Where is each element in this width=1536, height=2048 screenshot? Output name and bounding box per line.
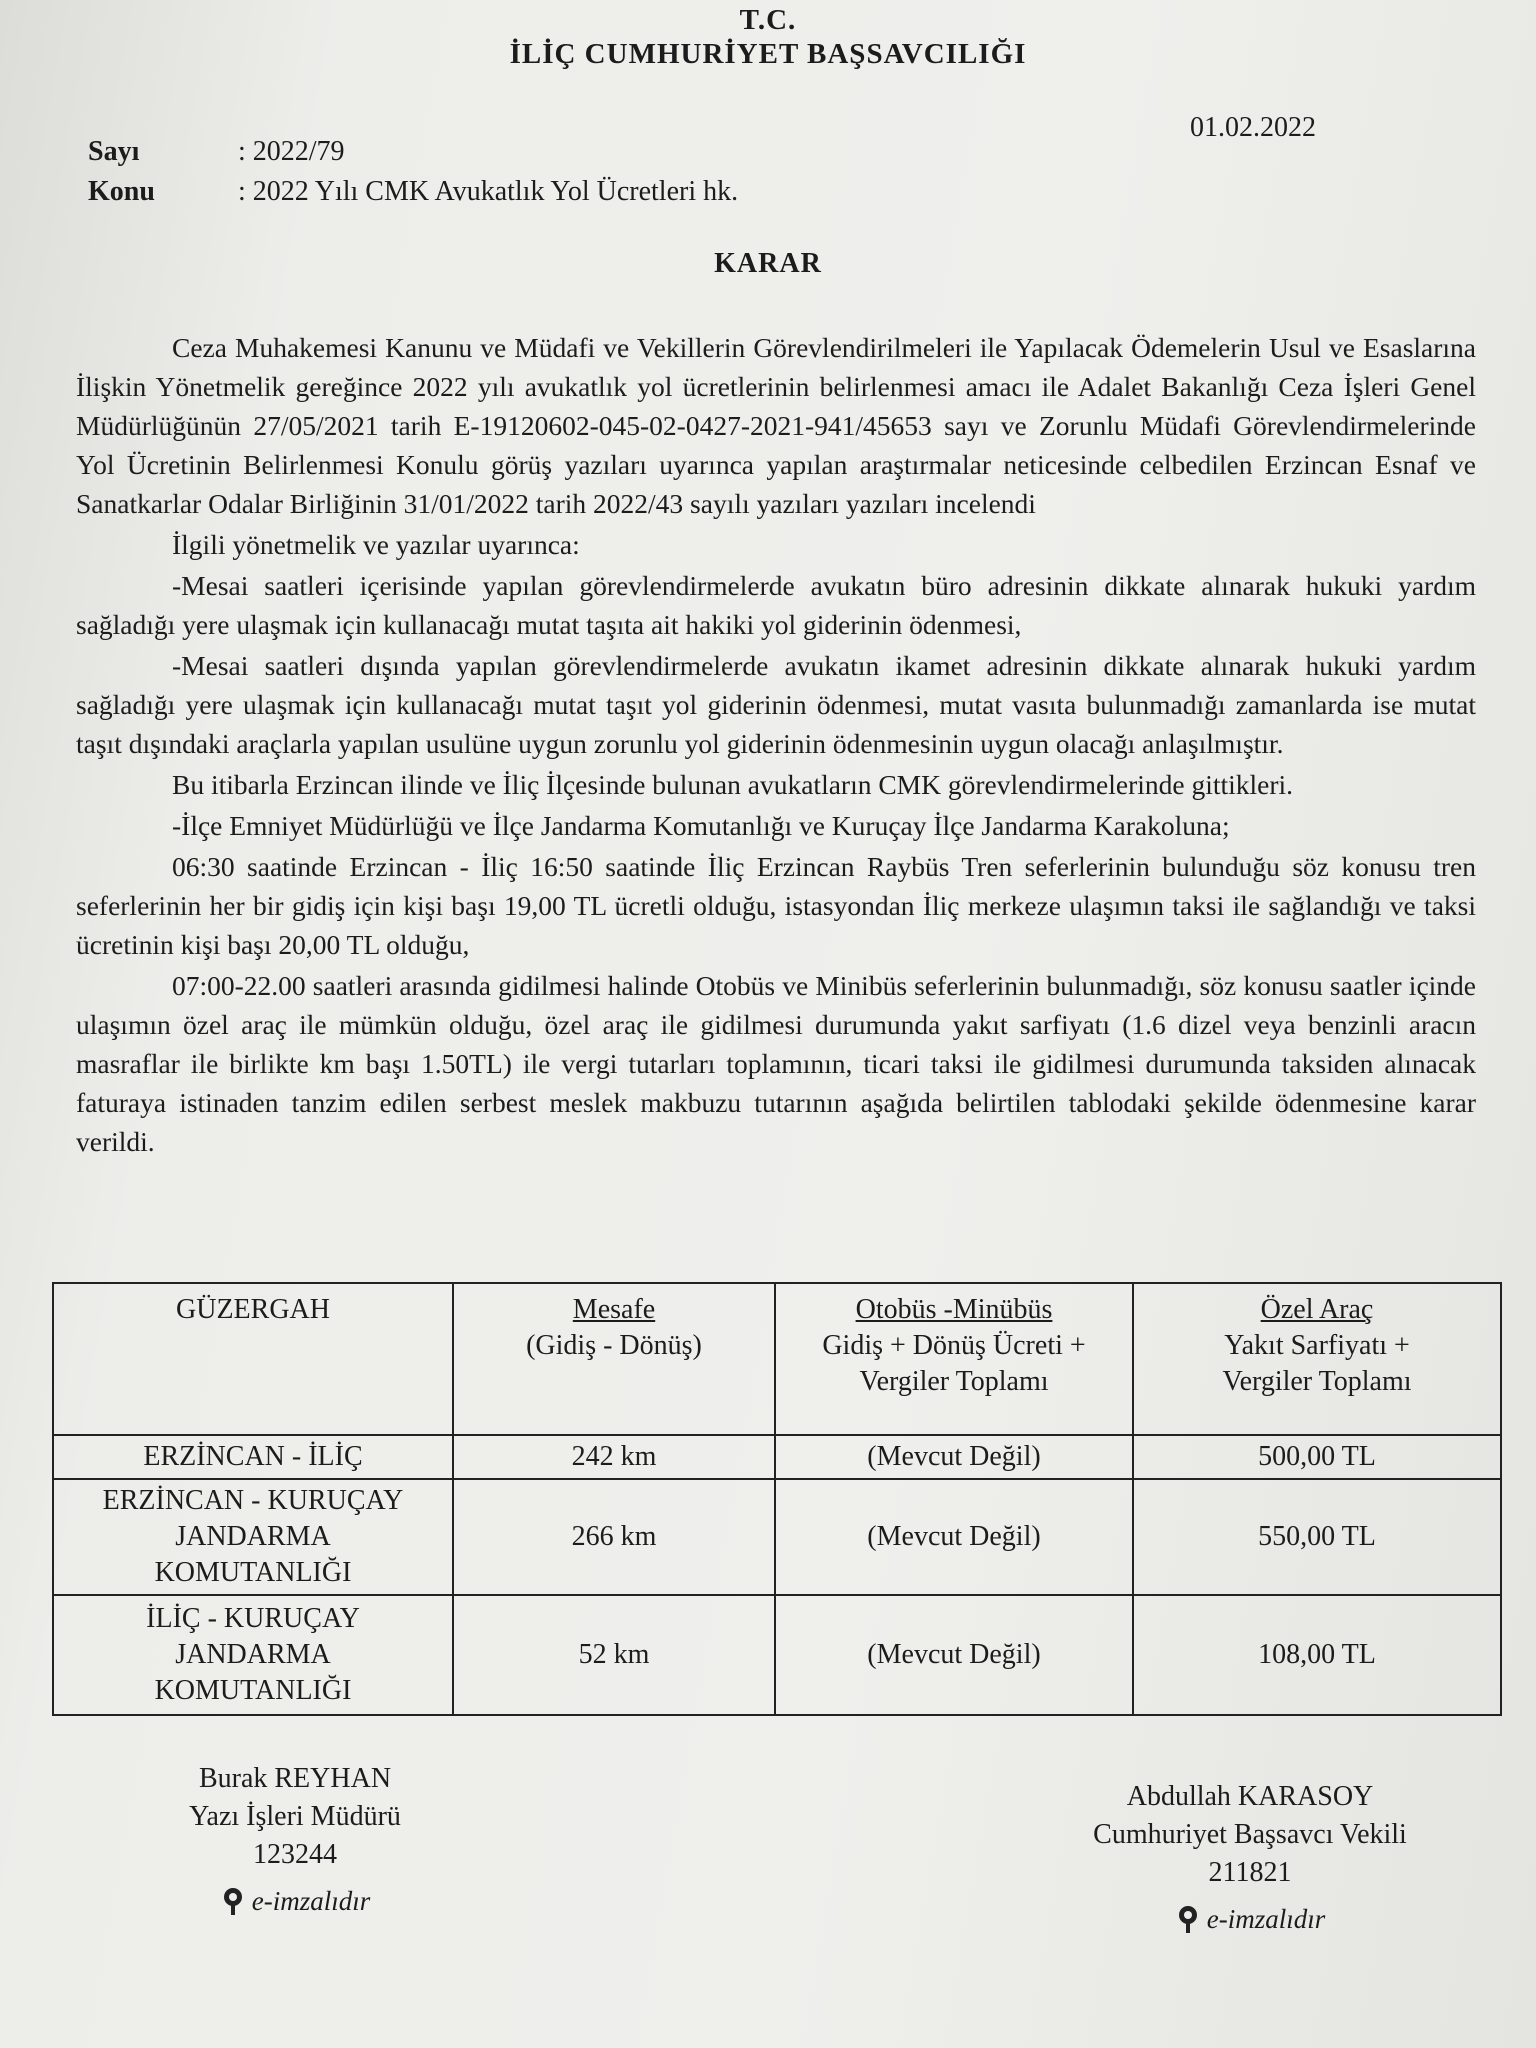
signature-left — [150, 1760, 440, 1920]
paragraph-5: Bu itibarla Erzincan ilinde ve İliç İlçesinde bulunan avukatların CMK görevlendirmelerinde gittikleri. — [172, 769, 1294, 800]
meta-konu — [88, 176, 738, 208]
paragraph-1: Ceza Muhakemesi Kanunu ve Müdafi ve Vekillerin Görevlendirilmeleri ile Yapılacak Ödemelerin Usul ve Esaslarına İlişkin Yönetmelik gereğince 2022 yılı avukatlık yol ücretlerinin belirlenmesi amacı ile Adalet Bakanlığı Ceza İşleri Genel Müdürlüğünün 27/05/2021 tarih E-19120602-045-02-0427-2021-941/45653 sayı ve Zorunlu Müdafi Görevlendirmelerinde Yol Ücretinin Belirlenmesi Konulu görüş yazıları uyarınca yapılan araştırmalar neticesinde celbedilen Erzincan Esnaf ve Sanatkarlar Odalar Birliğinin 31/01/2022 tarih 2022/43 sayılı yazıları yazıları incelendi — [76, 332, 1476, 519]
esign-text: e-imzalıdır — [251, 1886, 371, 1916]
route-cell: ERZİNCAN - İLİÇ — [53, 1435, 453, 1479]
car-cell: 500,00 TL — [1133, 1435, 1501, 1479]
paragraph-6: -İlçe Emniyet Müdürlüğü ve İlçe Jandarma Komutanlığı ve Kuruçay İlçe Jandarma Karakoluna; — [172, 810, 1230, 841]
table-row — [53, 1435, 1501, 1479]
esign-text: e-imzalıdır — [1206, 1904, 1326, 1934]
bus-cell: (Mevcut Değil) — [775, 1435, 1133, 1479]
document-date: 01.02.2022 — [1190, 112, 1316, 143]
header-distance: Mesafe (Gidiş - Dönüş) — [453, 1283, 775, 1435]
paragraph-4: -Mesai saatleri dışında yapılan görevlendirmelerde avukatın ikamet adresinin dikkate alınarak hukuki yardım sağladığı yere ulaşmak için kullanacağı mutat taşıt yol giderinin ödenmesi, mutat vasıta bulunmadığı zamanlarda ise mutat taşıt dışındaki araçlarla yapılan usulüne uygun zorunlu yol giderinin ödenmesinin uygun olacağı anlaşılmıştır. — [76, 650, 1476, 759]
header-car: Özel Araç Yakıt Sarfiyatı + Vergiler Toplamı — [1133, 1283, 1501, 1435]
meta-sayi — [88, 136, 345, 168]
paragraph-8: 07:00-22.00 saatleri arasında gidilmesi halinde Otobüs ve Minibüs seferlerinin bulunmadığı, söz konusu saatler içinde ulaşımın özel araç ile mümkün olduğu, özel araç ile gidilmesi durumunda yakıt sarfiyatı (1.6 dizel veya benzinli aracın masraflar ile birlikte km başı 1.50TL) ile vergi tutarları toplamının, ticari taksi ile gidilmesi durumunda taksiden alınacak faturaya istinaden tanzim edilen serbest meslek makbuzu tutarının aşağıda belirtilen tablodaki şekilde ödenmesine karar verildi. — [76, 970, 1476, 1157]
table-header-row — [53, 1283, 1501, 1435]
signer-number: 211821 — [1208, 1857, 1292, 1888]
signer-title: Yazı İşleri Müdürü — [189, 1801, 401, 1832]
signer-name: Abdullah KARASOY — [1126, 1781, 1374, 1812]
signer-name: Burak REYHAN — [198, 1763, 392, 1794]
car-cell: 550,00 TL — [1133, 1479, 1501, 1595]
signer-title: Cumhuriyet Başsavcı Vekili — [1093, 1819, 1407, 1850]
route-table — [52, 1282, 1502, 1716]
header-bus: Otobüs -Minübüs Gidiş + Dönüş Ücreti + Vergiler Toplamı — [775, 1283, 1133, 1435]
header-office: İLİÇ CUMHURİYET BAŞSAVCILIĞI — [509, 38, 1027, 70]
paragraph-3: -Mesai saatleri içerisinde yapılan görevlendirmelerde avukatın büro adresinin dikkate alınarak hukuki yardım sağladığı yere ulaşmak için kullanacağı mutat taşıta ait hakiki yol giderinin ödenmesi, — [76, 570, 1476, 640]
signature-right — [1040, 1778, 1460, 1938]
table-row — [53, 1479, 1501, 1595]
konu-value: : 2022 Yılı CMK Avukatlık Yol Ücretleri hk. — [238, 176, 739, 207]
sayi-label: Sayı — [88, 136, 140, 167]
header-route: GÜZERGAH — [53, 1283, 453, 1435]
seal-icon — [220, 1886, 246, 1916]
car-cell: 108,00 TL — [1133, 1595, 1501, 1715]
esign-mark — [150, 1882, 440, 1920]
konu-label: Konu — [88, 176, 155, 207]
table-row — [53, 1595, 1501, 1715]
bus-cell: (Mevcut Değil) — [775, 1479, 1133, 1595]
distance-cell: 266 km — [453, 1479, 775, 1595]
route-cell: İLİÇ - KURUÇAY JANDARMA KOMUTANLIĞI — [53, 1595, 453, 1715]
sayi-value: : 2022/79 — [238, 136, 345, 167]
bus-cell: (Mevcut Değil) — [775, 1595, 1133, 1715]
document-body — [76, 328, 1476, 1163]
paragraph-2: İlgili yönetmelik ve yazılar uyarınca: — [172, 529, 580, 560]
document-title: KARAR — [714, 248, 822, 279]
distance-cell: 52 km — [453, 1595, 775, 1715]
signer-number: 123244 — [253, 1839, 337, 1870]
esign-mark — [1040, 1900, 1460, 1938]
seal-icon — [1175, 1904, 1201, 1934]
paragraph-7: 06:30 saatinde Erzincan - İliç 16:50 saatinde İliç Erzincan Raybüs Tren seferlerinin bulunduğu söz konusu tren seferlerinin her bir gidiş için kişi başı 19,00 TL ücretli olduğu, istasyondan İliç merkeze ulaşımın taksi ile sağlandığı ve taksi ücretinin kişi başı 20,00 TL olduğu, — [76, 851, 1476, 960]
header-tc: T.C. — [739, 4, 797, 36]
distance-cell: 242 km — [453, 1435, 775, 1479]
route-cell: ERZİNCAN - KURUÇAY JANDARMA KOMUTANLIĞI — [53, 1479, 453, 1595]
